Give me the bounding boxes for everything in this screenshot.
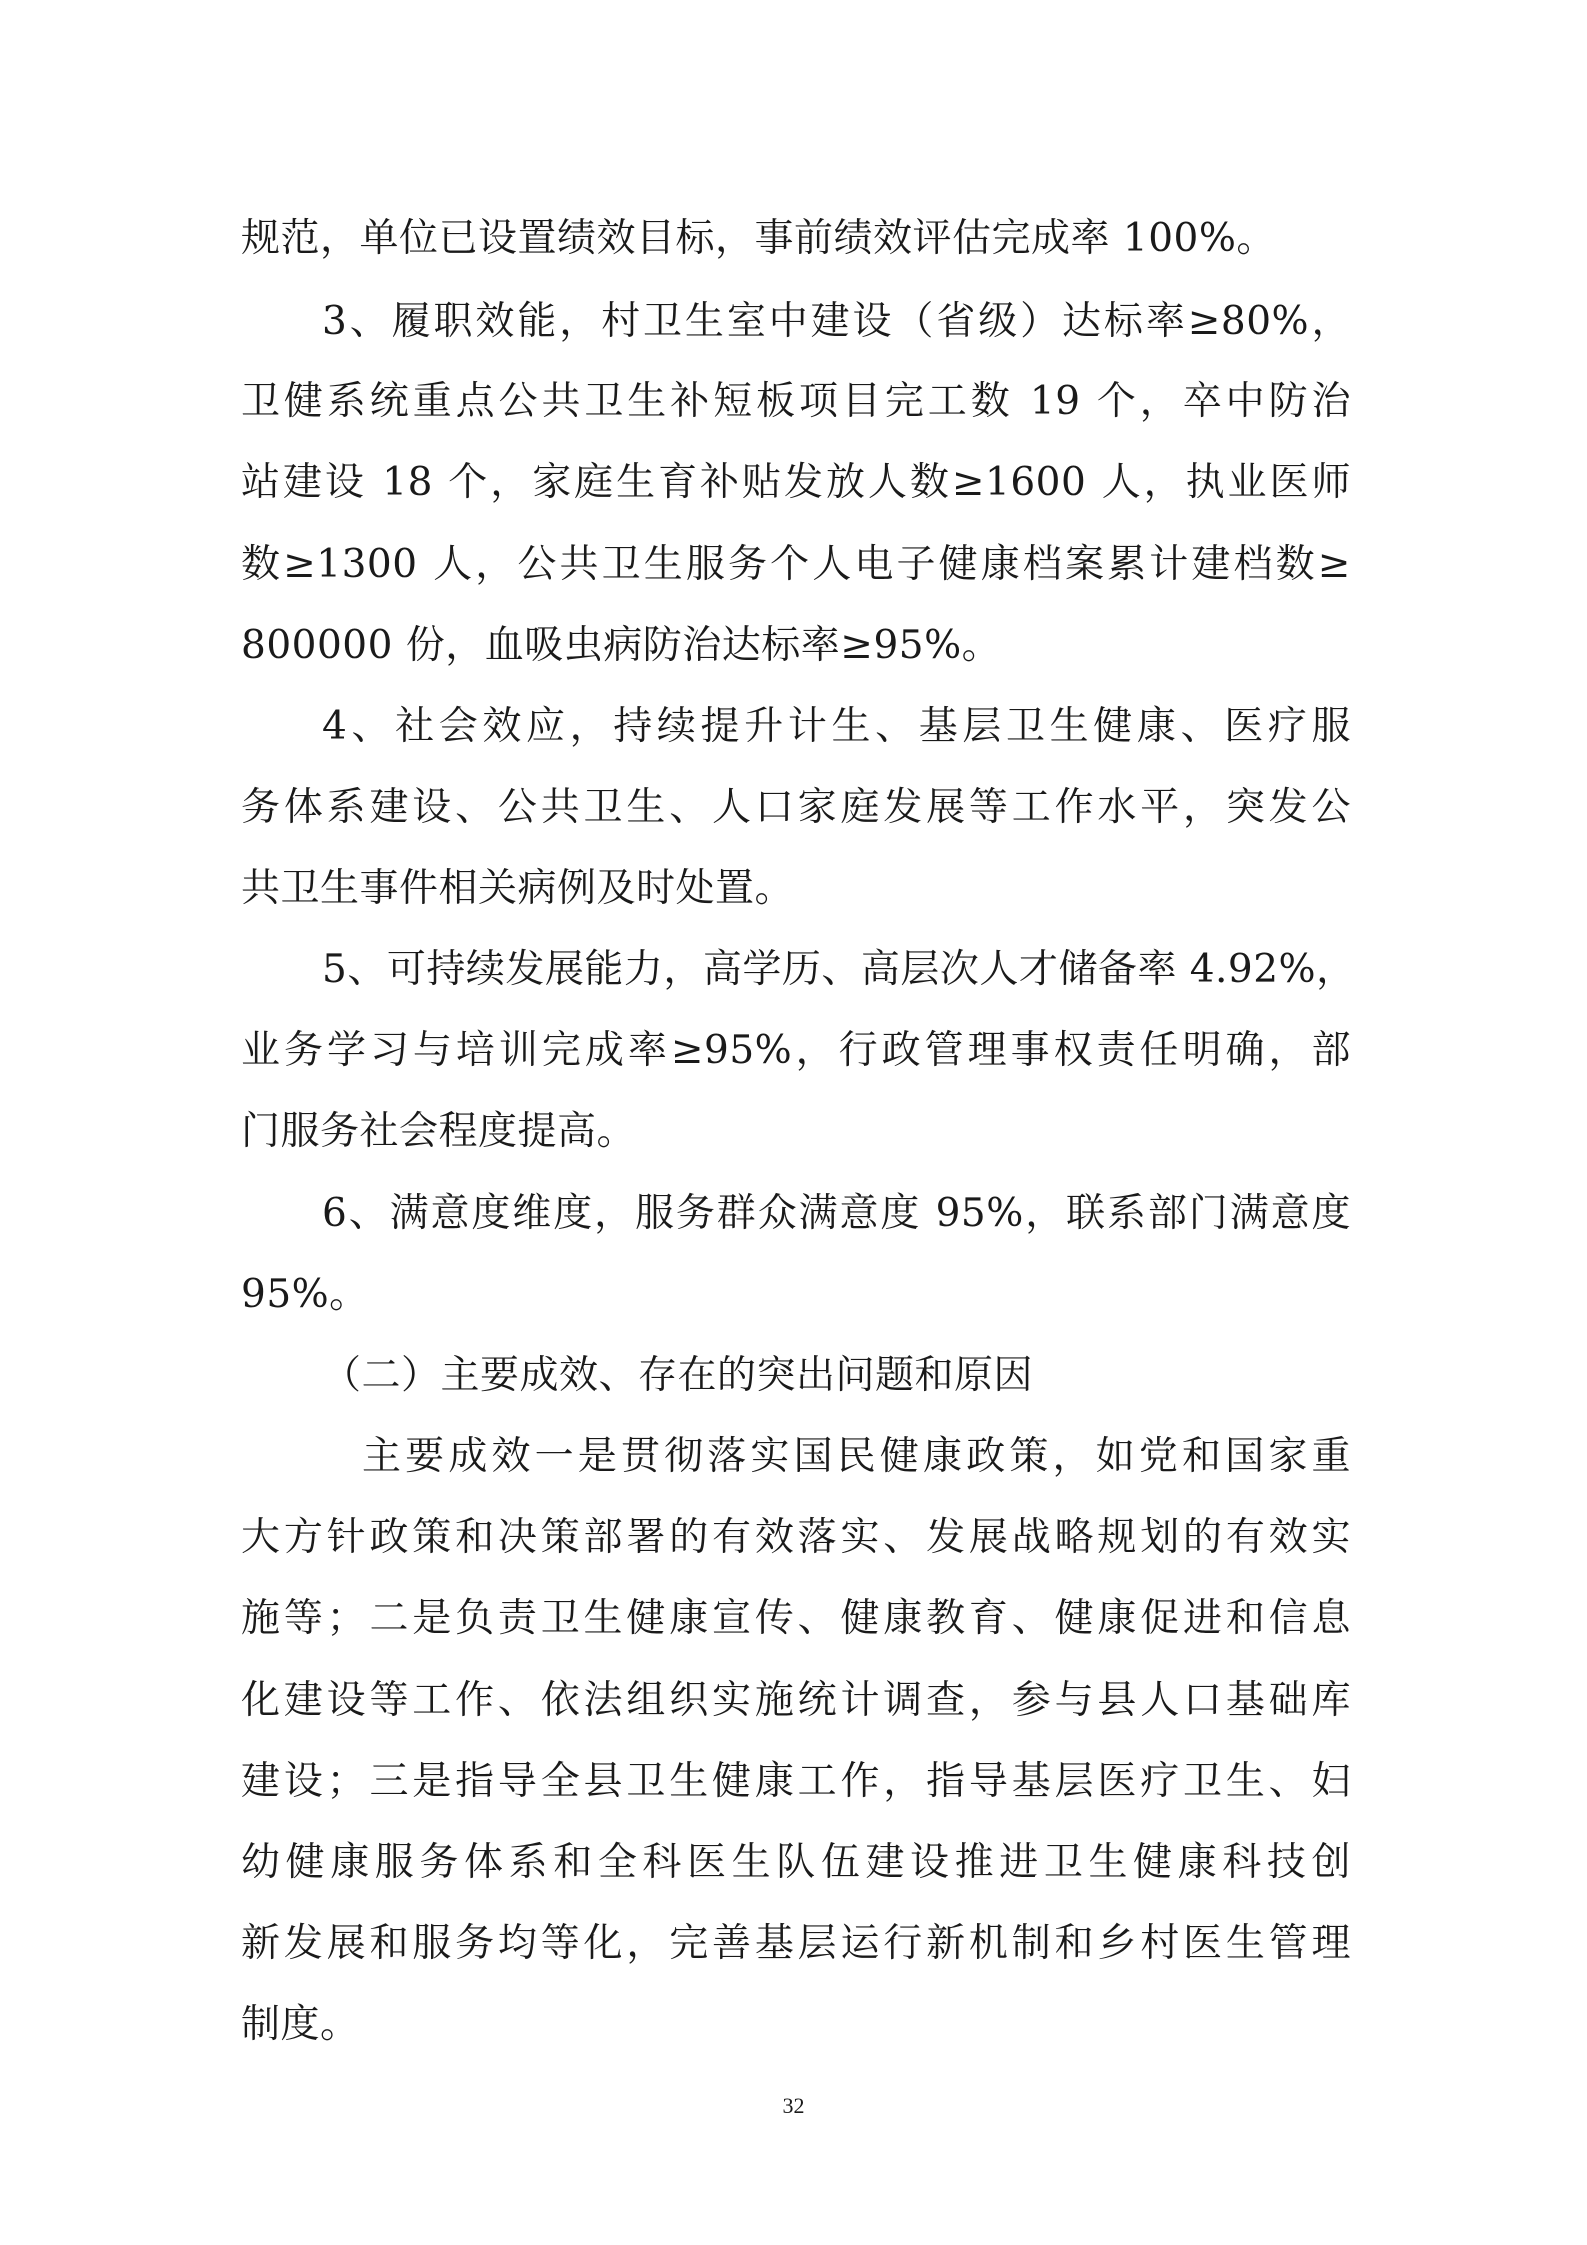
text-line: 业务学习与培训完成率≥95%，行政管理事权责任明确，部 bbox=[241, 1028, 1351, 1073]
text-line: 4、社会效应，持续提升计生、基层卫生健康、医疗服 bbox=[322, 704, 1351, 749]
text-line: 95%。 bbox=[241, 1272, 369, 1317]
text-line: 3、履职效能，村卫生室中建设（省级）达标率≥80%， bbox=[322, 299, 1351, 344]
text-line: 化建设等工作、依法组织实施统计调查，参与县人口基础库 bbox=[241, 1678, 1351, 1723]
section-heading: （二）主要成效、存在的突出问题和原因 bbox=[322, 1353, 1034, 1398]
text-line: 务体系建设、公共卫生、人口家庭发展等工作水平，突发公 bbox=[241, 785, 1351, 830]
text-line: 5、可持续发展能力，高学历、高层次人才储备率 4.92%， bbox=[322, 947, 1356, 992]
text-line: 站建设 18 个，家庭生育补贴发放人数≥1600 人，执业医师 bbox=[241, 460, 1351, 505]
text-line: 新发展和服务均等化，完善基层运行新机制和乡村医生管理 bbox=[241, 1921, 1351, 1966]
text-line: 门服务社会程度提高。 bbox=[241, 1109, 637, 1154]
page-number: 32 bbox=[782, 2093, 805, 2118]
text-line: 制度。 bbox=[241, 2002, 360, 2047]
text-line: 施等；二是负责卫生健康宣传、健康教育、健康促进和信息 bbox=[241, 1596, 1351, 1641]
text-line: 6、满意度维度，服务群众满意度 95%，联系部门满意度 bbox=[322, 1191, 1351, 1236]
text-line: 大方针政策和决策部署的有效落实、发展战略规划的有效实 bbox=[241, 1515, 1351, 1560]
text-line: 卫健系统重点公共卫生补短板项目完工数 19 个，卒中防治 bbox=[241, 379, 1351, 424]
text-line: 800000 份，血吸虫病防治达标率≥95%。 bbox=[241, 623, 1002, 668]
text-line: 规范，单位已设置绩效目标，事前绩效评估完成率 100%。 bbox=[241, 216, 1276, 261]
text-line: 主要成效一是贯彻落实国民健康政策，如党和国家重 bbox=[362, 1434, 1351, 1479]
text-line: 共卫生事件相关病例及时处置。 bbox=[241, 866, 795, 911]
text-line: 数≥1300 人，公共卫生服务个人电子健康档案累计建档数≥ bbox=[241, 542, 1351, 587]
text-line: 幼健康服务体系和全科医生队伍建设推进卫生健康科技创 bbox=[241, 1840, 1351, 1885]
text-line: 建设；三是指导全县卫生健康工作，指导基层医疗卫生、妇 bbox=[241, 1759, 1351, 1804]
